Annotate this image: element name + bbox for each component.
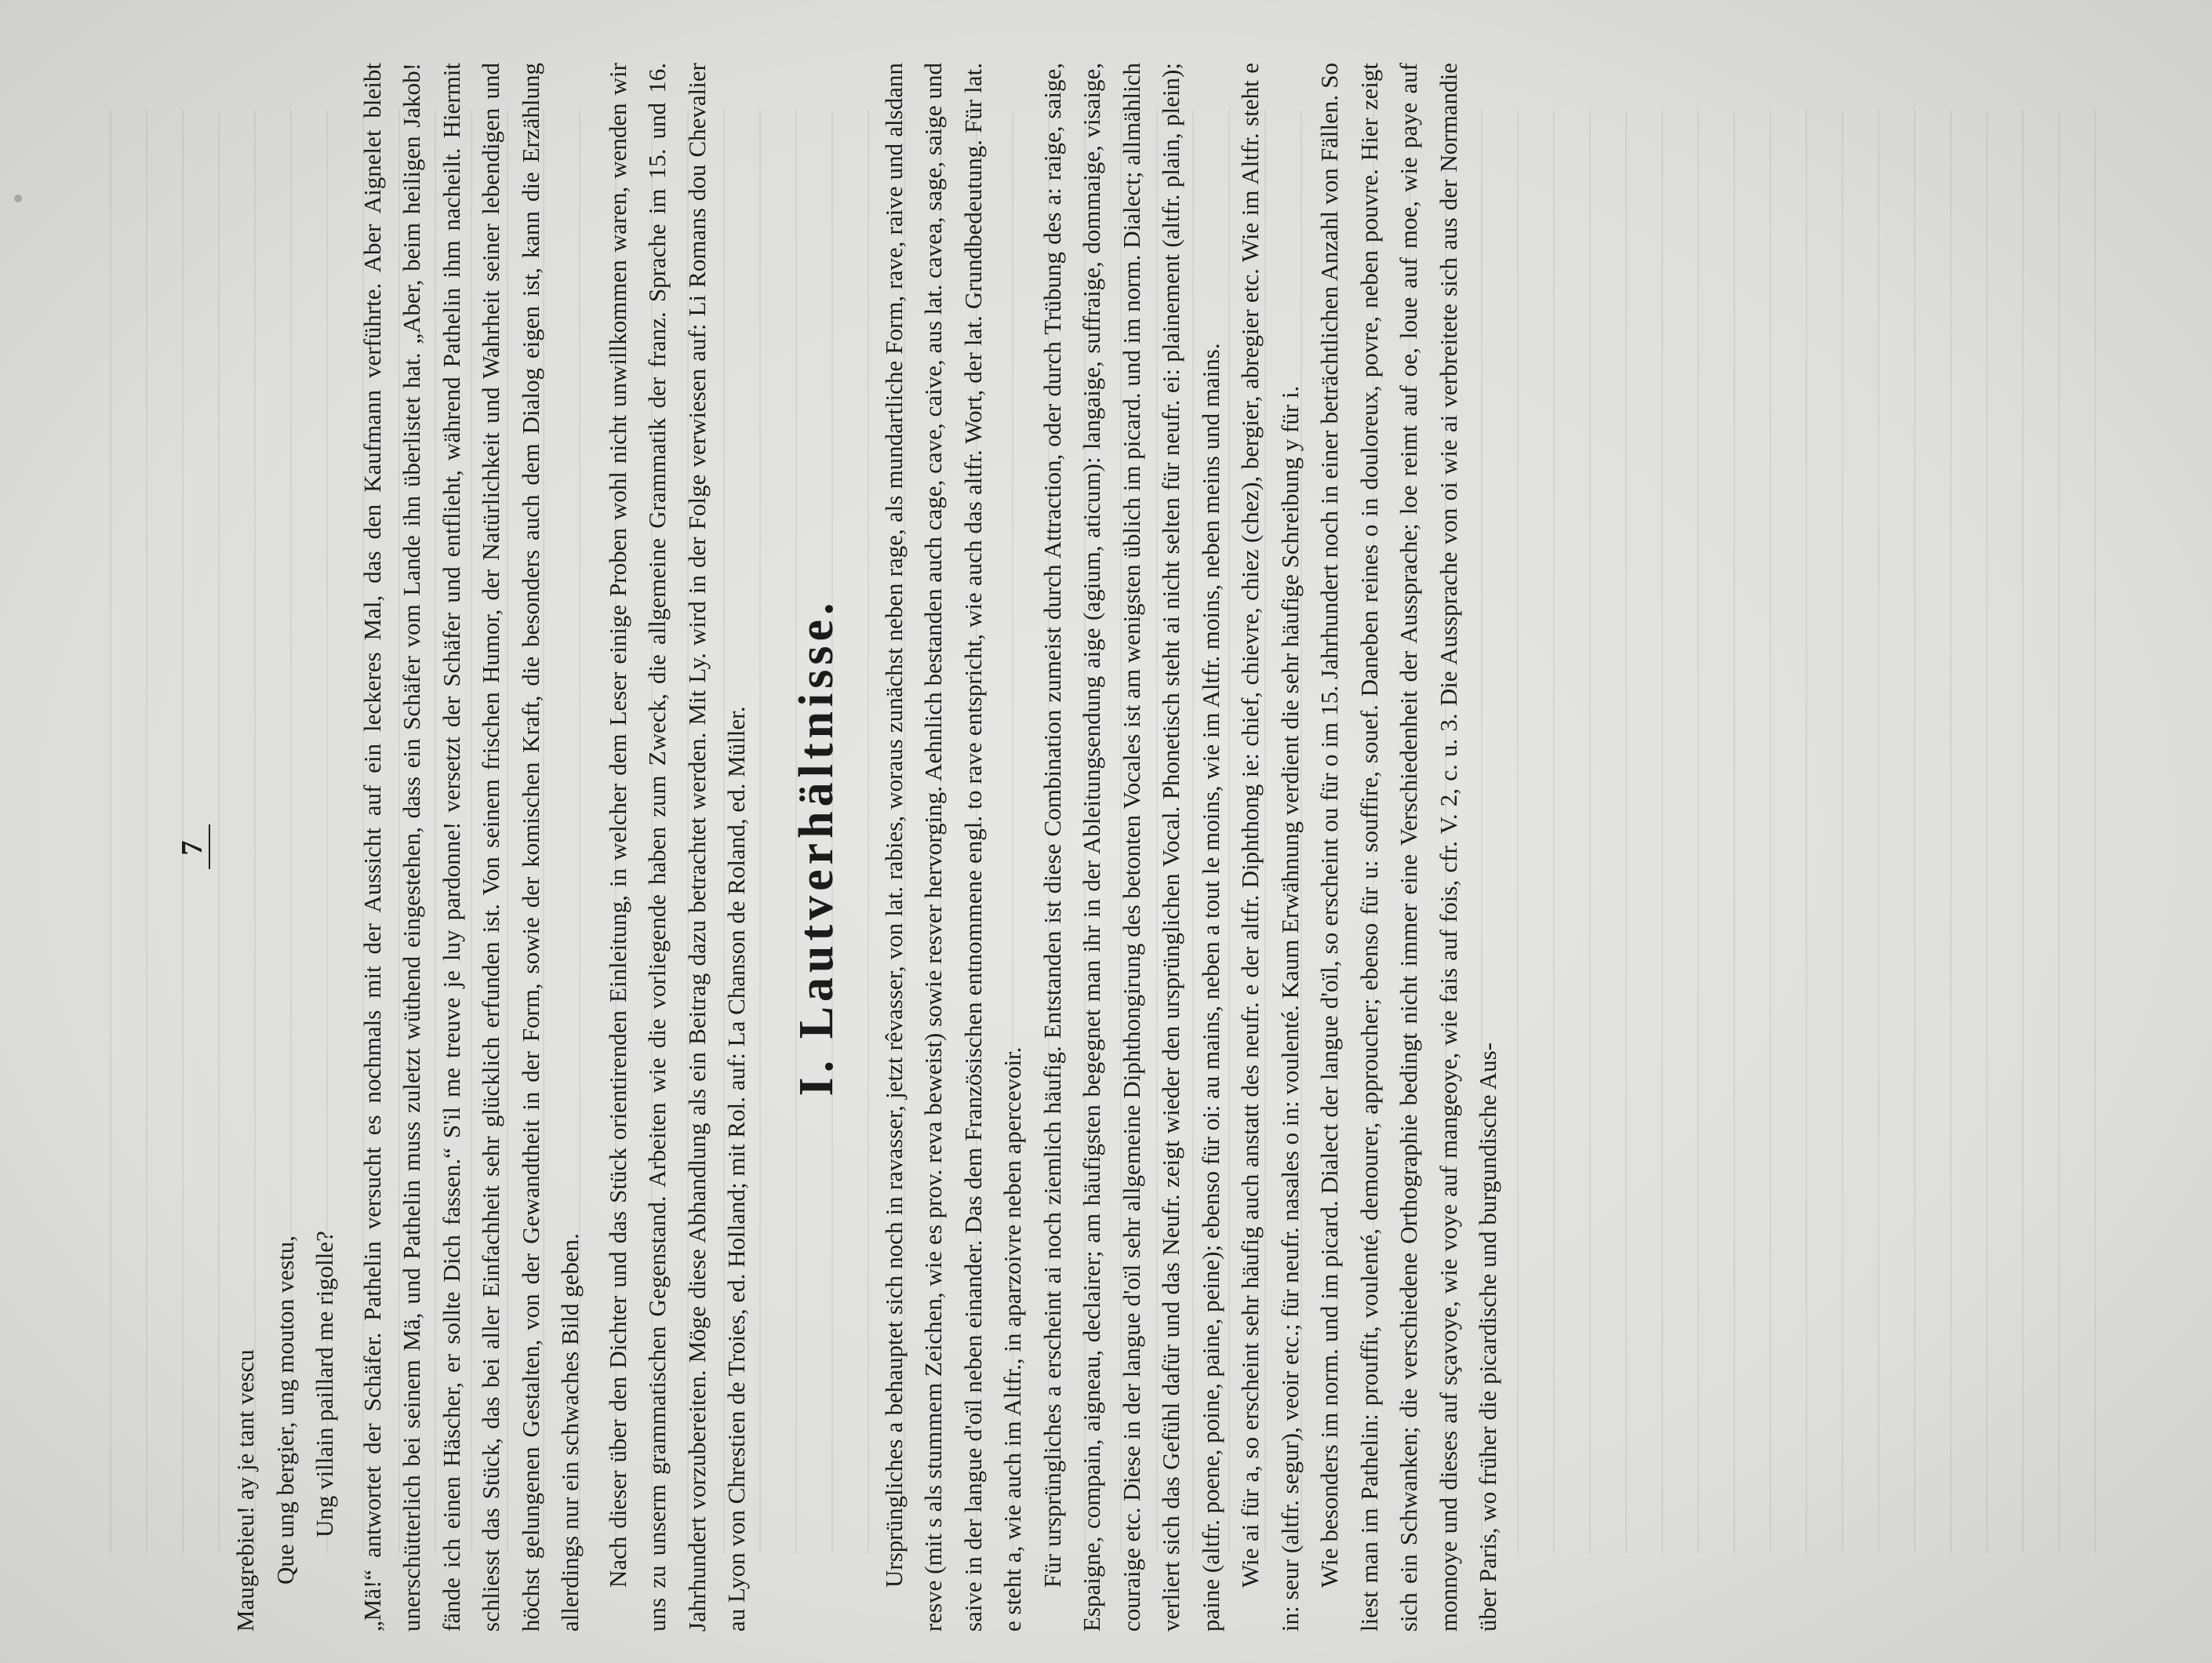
verse-line: Que ung bergier, ung mouton vestu,: [271, 1235, 299, 1585]
page-number: 7: [165, 63, 220, 1632]
paragraph: Nach dieser über den Dichter und das Stück orientirenden Einleitung, in welcher dem Leser einige Proben wohl nicht unwillkommen waren, wenden wir uns zu unserm grammatischen Gegenstand. Arbeiten wie die vorliegende haben zum Zweck, die allgemeine Grammatik der franz. Sprache im 15. und 16. Jahrhundert vorzubereiten. Möge diese Abhandlung als ein Beitrag dazu betrachtet werden. Mit Ly. wird in der Folge verwiesen auf: Li Romans dou Chevalier au Lyon von Chrestien de Troies, ed. Holland; mit Rol. auf: La Chanson de Roland, ed. Müller.: [603, 63, 750, 1632]
verse-line: Ung villain paillard me rigolle?: [311, 1231, 338, 1537]
rotated-page-content: [157, 63, 2039, 1632]
verse-line: Maugrebieu! ay je tant vescu: [231, 1349, 259, 1632]
paragraph: Ursprüngliches a behauptet sich noch in ravasser, jetzt rêvasser, von lat. rabies, woraus zunächst neben rage, als mundartliche Form, rave, raive und alsdann resve (mit s als stummem Zeichen, wie es prov. reva beweist) sowie resver hervorging. Aehnlich bestanden auch cage, cave, caive, aus lat. cavea, sage, saige und saive in der langue d'oïl neben einander. Das dem Französischen entnommene engl. to rave entspricht, wie auch das altfr. Wort, der lat. Grundbedeutung. Für lat. e steht a, wie auch im Altfr., in aparzoivre neben apercevoir.: [879, 63, 1026, 1632]
paragraph: Für ursprüngliches a erscheint ai noch ziemlich häufig. Entstanden ist diese Combination zumeist durch Attraction, oder durch Trübung des a: raige, saige, Espaigne, compain, aigneau, declairer; am häufigsten begegnet man ihr in der Ableitungsendung aige (agium, aticum): langaige, suffraige, dommaige, visaige, couraige etc. Diese in der langue d'oïl sehr allgemeine Diphthongirung des betonten Vocales ist am wenigsten üblich im picard. und im norm. Dialect; allmählich verliert sich das Gefühl dafür und das Neufr. zeigt wieder den ursprünglichen Vocal. Phonetisch steht ai nicht selten für neufr. ei: plainement (altfr. plain, plein); paine (altfr. poene, poine, paine, peine); ebenso für oi: au mains, neben a tout le moins, wie im Altfr. moins, neben meins und mains.: [1038, 63, 1224, 1632]
section-heading: I. Lautverhältnisse.: [789, 598, 843, 1097]
paragraph: „Mä!“ antwortet der Schäfer. Pathelin versucht es nochmals mit der Aussicht auf ein leckeres Mal, das den Kaufmann verführte. Aber Aignelet bleibt unerschütterlich bei seinem Mä, und Pathelin muss zuletzt wüthend eingestehen, dass ein Schäfer vom Lande ihn überlistet hat. „Aber, beim heiligen Jakob! fände ich einen Häscher, er sollte Dich fassen.“ S'il me treuve je luy pardonne! versetzt der Schäfer und entflieht, während Pathelin ihm nacheilt. Hiermit schliesst das Stück, das bei aller Einfachheit sehr glücklich erfunden ist. Von seinem frischen Humor, der Natürlichkeit und Wahrheit seiner lebendigen und höchst gelungenen Gestalten, von der Gewandtheit in der Form, sowie der komischen Kraft, die besonders auch dem Dialog eigen ist, kann die Erzählung allerdings nur ein schwaches Bild geben.: [358, 63, 584, 1632]
paragraph: Wie ai für a, so erscheint sehr häufig auch anstatt des neufr. e der altfr. Diphthong ie: chief, chievre, chiez (chez), bergier, abregier etc. Wie im Altfr. steht e in: seur (altfr. segur), veoir etc.; für neufr. nasales o in: voulenté. Kaum Erwähnung verdient die sehr häufige Schreibung y für i.: [1236, 63, 1304, 1632]
ink-speck: [14, 195, 22, 202]
verse-block: [226, 63, 345, 1632]
paragraph: Wie besonders im norm. und im picard. Dialect der langue d'oïl, so erscheint ou für o im 15. Jahrhundert noch in einer beträchtlichen Anzahl von Fällen. So liest man im Pathelin: prouffit, voulenté, demourer, approucher; ebenso für u: souffire, souef. Daneben reines o in douloreux, povre, neben pouvre. Hier zeigt sich ein Schwanken; die verschiedene Orthographie bedingt nicht immer eine Verschiedenheit der Aussprache; loe reimt auf oe, loue auf moe, wie paye auf monnoye und dieses auf sçavoye, wie voye auf mangeoye, wie fais auf fois, cfr. V. 2, c. u. 3. Die Aussprache von oi wie ai verbreitete sich aus der Normandie über Paris, wo früher die picardische und burgundische Aus-: [1315, 63, 1501, 1632]
